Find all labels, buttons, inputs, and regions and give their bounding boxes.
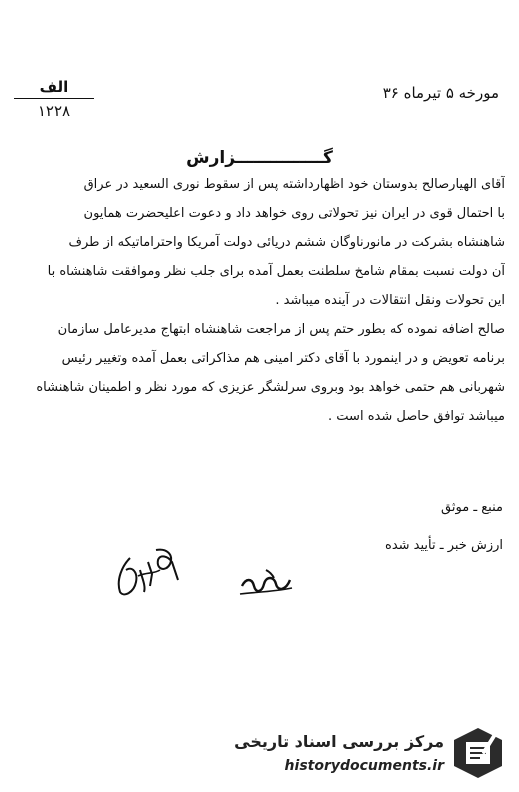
handwritten-signature-1 xyxy=(108,540,186,600)
document-code xyxy=(14,78,94,120)
body-line: این تحولات ونقل انتقالات در آینده میباشد . xyxy=(275,293,505,308)
source-line: منبع ـ موثق xyxy=(441,500,503,515)
body-line: شاهنشاه بشرکت در مانورناوگان ششم دریائی دولت آمریکا واحتراماتیکه از طرف xyxy=(68,235,505,250)
report-body xyxy=(14,170,505,431)
body-line: صالح اضافه نموده که بطور حتم پس از مراجعت شاهنشاه ابتهاج مدیرعامل سازمان xyxy=(57,322,505,337)
body-line: با احتمال قوی در ایران نیز تحولاتی روی خواهد داد و دعوت اعلیحضرت همایون xyxy=(83,206,505,221)
document-title: گـــــــــــــــزارش xyxy=(186,148,333,168)
body-line: آن دولت نسبت بمقام شامخ سلطنت بعمل آمده برای جلب نظر وموافقت شاهنشاه با xyxy=(47,264,505,279)
archive-title: مرکز بررسی اسناد تاریخی xyxy=(234,732,444,751)
code-number: ۱۲۲۸ xyxy=(37,102,71,120)
archive-watermark xyxy=(236,722,506,784)
body-line: برنامه تعویض و در اینمورد با آقای دکتر امینی هم مذاکراتی بعمل آمده وتغییر رئیس xyxy=(61,351,505,366)
evaluation-line: ارزش خبر ـ تأیید شده xyxy=(385,538,503,553)
document-date: مورخه ۵ تیرماه ۳۶ xyxy=(382,84,499,102)
code-divider xyxy=(14,98,94,99)
code-label: الف xyxy=(39,78,69,96)
archive-url: historydocuments.ir xyxy=(284,758,444,774)
archive-logo-icon xyxy=(450,726,506,780)
body-line: شهربانی هم حتمی خواهد بود وبروی سرلشگر عزیزی که مورد نظر و اطمینان شاهنشاه xyxy=(36,380,505,395)
body-line: میباشد توافق حاصل شده است . xyxy=(328,409,505,424)
handwritten-signature-2 xyxy=(236,566,296,600)
body-line: آقای الهیارصالح بدوستان خود اظهارداشته پس از سقوط نوری السعید در عراق xyxy=(83,177,505,192)
